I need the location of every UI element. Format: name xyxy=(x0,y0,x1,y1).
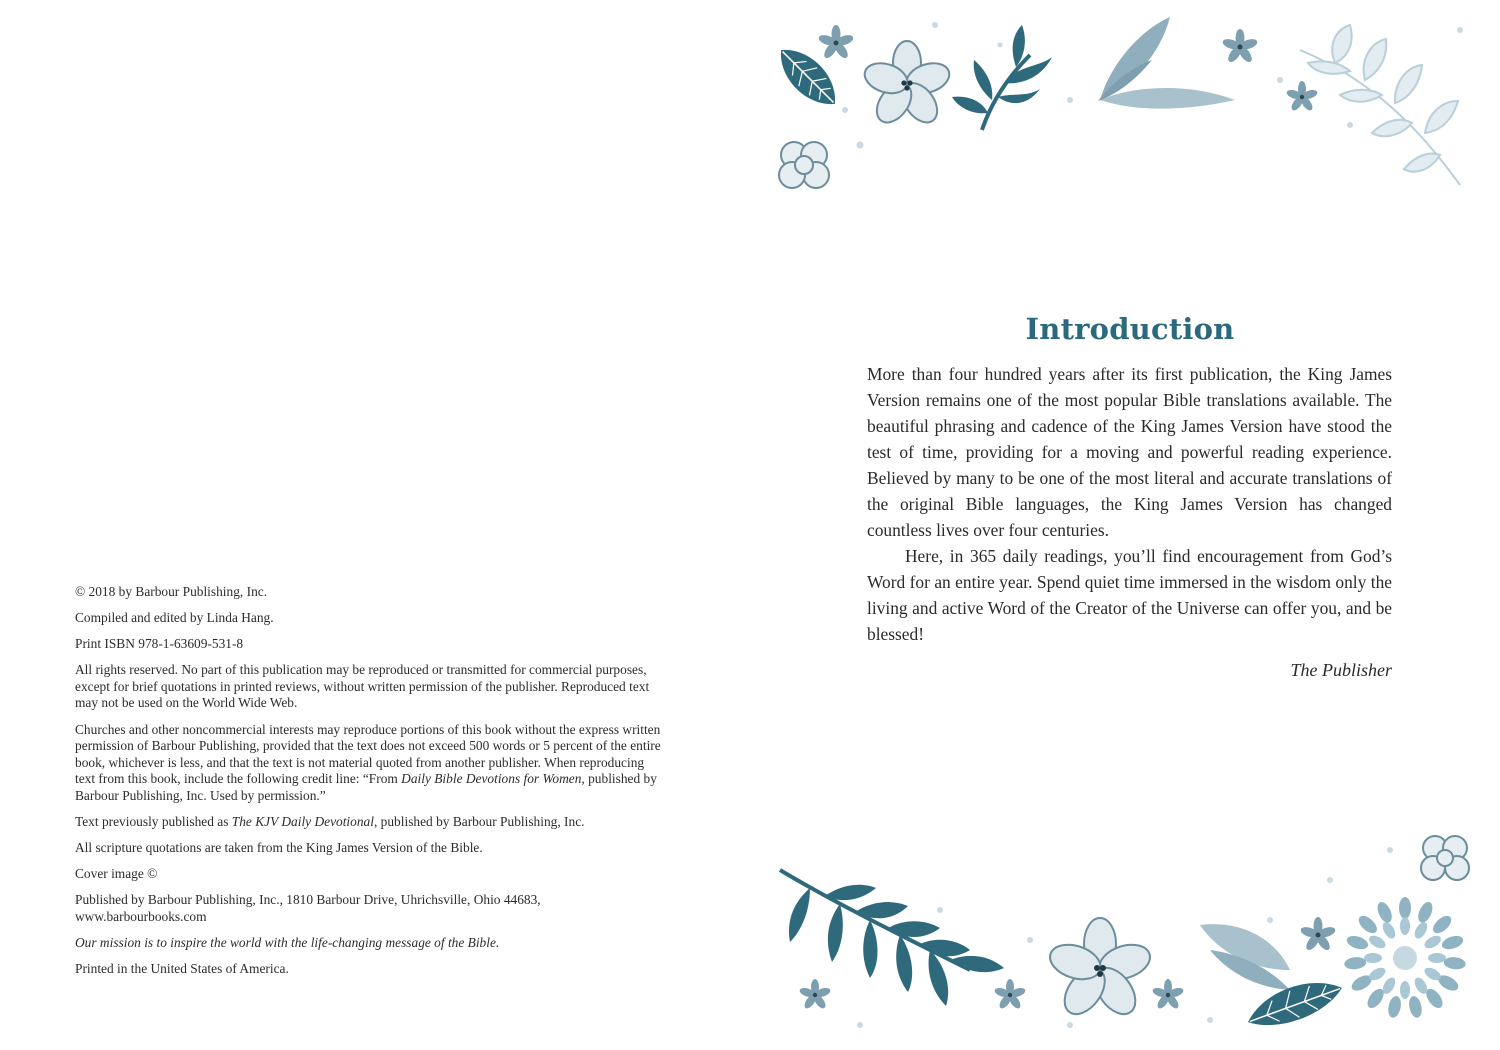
small-flower-icon xyxy=(799,979,832,1010)
floral-top-border xyxy=(760,5,1490,205)
mission-line: Our mission is to inspire the world with the life-changing message of the Bible. xyxy=(75,935,500,950)
previous-title-italic: The KJV Daily Devotional xyxy=(231,814,374,830)
scripture-line: All scripture quotations are taken from the King James Version of the Bible. xyxy=(75,840,483,856)
book-title-italic: Daily Bible Devotions for Women xyxy=(401,771,582,787)
previous-publication xyxy=(75,814,665,831)
pale-branch-icon xyxy=(1300,25,1460,185)
small-flower-icon xyxy=(1221,29,1258,64)
compiled-line: Compiled and edited by Linda Hang. xyxy=(75,610,274,626)
burst-flower-icon xyxy=(1344,897,1467,1019)
light-leaf-icon xyxy=(1200,924,1290,990)
churches-paragraph xyxy=(75,722,665,805)
rights-paragraph: All rights reserved. No part of this publication may be reproduced or transmitted for commercial purposes, except for brief quotations in printed reviews, without written permission of the publisher. Reproduced text may not be used on the World Wide Web. xyxy=(75,662,650,711)
previous-text-1: Text previously published as xyxy=(75,814,232,830)
churches-text-2: , published by Barbour Publishing, Inc. Used by permission.” xyxy=(75,771,657,803)
churches-text-1: Churches and other noncommercial interests may reproduce portions of this book without the express written permission of Barbour Publishing, provided that the text does not exceed 500 words or 5 percent of the entire book, whichever is less, and that the text is not material quoted from another publisher. When reproducing text from this book, include the following credit line: “From xyxy=(75,721,661,787)
introduction-body xyxy=(867,361,1392,647)
branch-icon xyxy=(952,25,1052,130)
round-flower-icon xyxy=(779,142,829,188)
small-flower-icon xyxy=(817,25,854,60)
introduction-title: Introduction xyxy=(1025,312,1235,346)
small-flower-icon xyxy=(994,979,1027,1010)
small-flower-icon xyxy=(1286,81,1319,112)
floral-bottom-border xyxy=(770,820,1490,1040)
previous-text-2: , published by Barbour Publishing, Inc. xyxy=(373,814,585,830)
copyright-block xyxy=(75,584,665,987)
small-flower-icon xyxy=(1299,917,1336,952)
publisher-signature: The Publisher xyxy=(1290,660,1392,680)
isbn-line: Print ISBN 978-1-63609-531-8 xyxy=(75,636,244,652)
intro-paragraph-1: More than four hundred years after its first publication, the King James Version remains one of the most popular Bible translations available. The beautiful phrasing and cadence of the King James Version have stood the test of time, providing for a moving and powerful reading experience. Believed by many to be one of the most literal and accurate translations of the original Bible languages, the King James Version has changed countless lives over four centuries. xyxy=(867,364,1392,540)
outline-flower-icon xyxy=(861,41,953,129)
cover-image-line: Cover image © xyxy=(75,866,158,882)
round-flower-icon xyxy=(1421,836,1469,880)
published-line: Published by Barbour Publishing, Inc., 1810 Barbour Drive, Uhrichsville, Ohio 44683, www.barbourbooks.com xyxy=(75,892,541,924)
intro-paragraph-2: Here, in 365 daily readings, you’ll find encouragement from God’s Word for an entire year. Spend quiet time immersed in the wisdom only the living and active Word of the Creator of the Universe can offer you, and be blessed! xyxy=(867,546,1392,644)
small-flower-icon xyxy=(1152,979,1185,1010)
copyright-line: © 2018 by Barbour Publishing, Inc. xyxy=(75,584,268,599)
light-leaf-icon xyxy=(1098,17,1235,109)
outline-flower-icon xyxy=(1046,918,1155,1021)
printed-line: Printed in the United States of America. xyxy=(75,961,289,977)
